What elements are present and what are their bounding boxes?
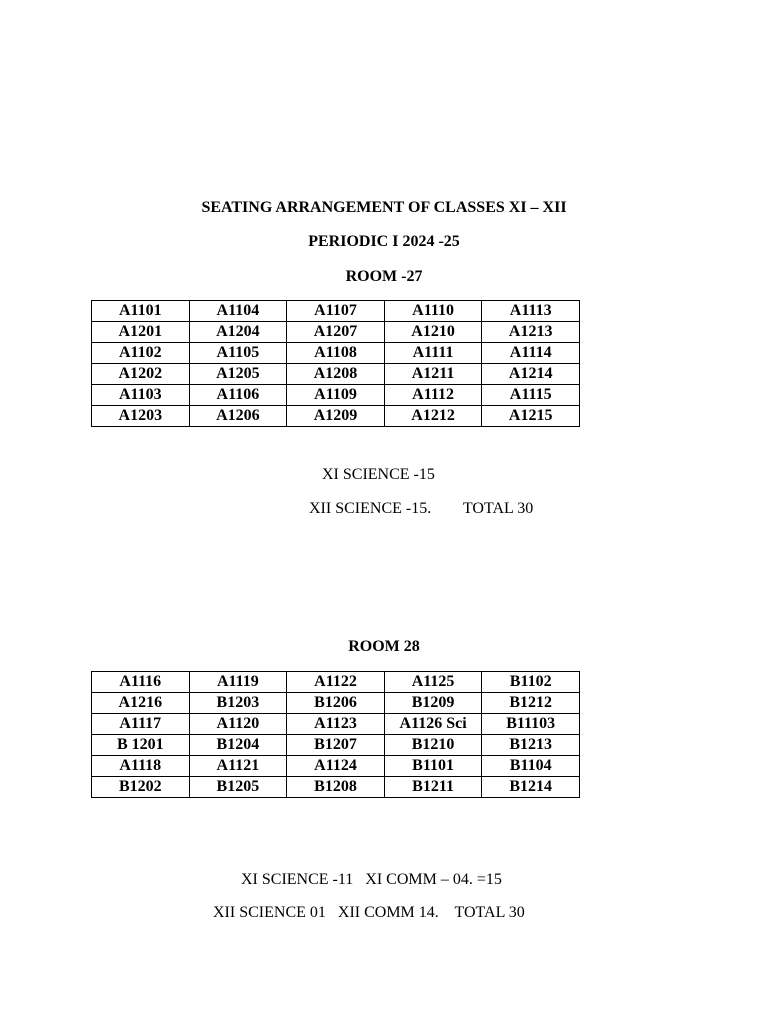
seat-cell: A1207: [287, 322, 385, 343]
seat-cell: B1210: [384, 735, 482, 756]
seat-cell: A1123: [287, 714, 385, 735]
seat-cell: B11103: [482, 714, 580, 735]
table-row: [92, 735, 580, 756]
table-row: [92, 301, 580, 322]
seat-cell: B1212: [482, 693, 580, 714]
seat-cell: A1101: [92, 301, 190, 322]
seat-cell: A1109: [287, 385, 385, 406]
seat-cell: A1215: [482, 406, 580, 427]
table-row: [92, 406, 580, 427]
seat-cell: B1214: [482, 777, 580, 798]
seat-cell: A1212: [384, 406, 482, 427]
table-row: [92, 777, 580, 798]
seat-cell: A1214: [482, 364, 580, 385]
seat-cell: A1119: [189, 672, 287, 693]
seat-cell: A1126 Sci: [384, 714, 482, 735]
seat-cell: A1118: [92, 756, 190, 777]
seat-cell: A1117: [92, 714, 190, 735]
table-row: [92, 714, 580, 735]
seat-cell: B1204: [189, 735, 287, 756]
seat-cell: A1111: [384, 343, 482, 364]
seat-cell: A1124: [287, 756, 385, 777]
table-row: [92, 672, 580, 693]
seat-cell: A1104: [189, 301, 287, 322]
seat-cell: B 1201: [92, 735, 190, 756]
seat-cell: B1213: [482, 735, 580, 756]
seat-cell: A1107: [287, 301, 385, 322]
seat-cell: A1216: [92, 693, 190, 714]
seat-cell: A1213: [482, 322, 580, 343]
room-27-summary-line-1: XI SCIENCE -15: [322, 466, 435, 483]
table-row: [92, 322, 580, 343]
seat-cell: A1108: [287, 343, 385, 364]
seat-cell: A1205: [189, 364, 287, 385]
seat-cell: B1104: [482, 756, 580, 777]
seat-cell: B1102: [482, 672, 580, 693]
seat-cell: A1121: [189, 756, 287, 777]
room-28-summary-line-2: XII SCIENCE 01 XII COMM 14. TOTAL 30: [213, 904, 525, 921]
seat-cell: A1116: [92, 672, 190, 693]
seat-cell: A1112: [384, 385, 482, 406]
seat-cell: B1202: [92, 777, 190, 798]
room-28-seating-table: [91, 671, 580, 798]
document-subtitle: PERIODIC I 2024 -25: [308, 233, 460, 250]
seat-cell: B1208: [287, 777, 385, 798]
seat-cell: A1209: [287, 406, 385, 427]
seat-cell: A1110: [384, 301, 482, 322]
table-row: [92, 385, 580, 406]
seat-cell: A1202: [92, 364, 190, 385]
room-27-heading: ROOM -27: [345, 268, 423, 285]
seat-cell: A1125: [384, 672, 482, 693]
seat-cell: B1205: [189, 777, 287, 798]
seat-cell: A1203: [92, 406, 190, 427]
seat-cell: B1101: [384, 756, 482, 777]
seat-cell: A1103: [92, 385, 190, 406]
seat-cell: B1211: [384, 777, 482, 798]
seat-cell: A1114: [482, 343, 580, 364]
seat-cell: A1208: [287, 364, 385, 385]
table-row: [92, 756, 580, 777]
seat-cell: A1105: [189, 343, 287, 364]
seat-cell: A1102: [92, 343, 190, 364]
seat-cell: A1201: [92, 322, 190, 343]
seat-cell: A1206: [189, 406, 287, 427]
seat-cell: B1207: [287, 735, 385, 756]
seat-cell: A1113: [482, 301, 580, 322]
room-27-summary-line-2: XII SCIENCE -15. TOTAL 30: [309, 500, 534, 517]
room-28-summary-line-1: XI SCIENCE -11 XI COMM – 04. =15: [241, 871, 502, 888]
seat-cell: B1206: [287, 693, 385, 714]
seat-cell: B1209: [384, 693, 482, 714]
seat-cell: A1122: [287, 672, 385, 693]
seat-cell: A1210: [384, 322, 482, 343]
seat-cell: A1120: [189, 714, 287, 735]
seat-cell: A1115: [482, 385, 580, 406]
document-title: SEATING ARRANGEMENT OF CLASSES XI – XII: [201, 199, 567, 216]
seat-cell: A1106: [189, 385, 287, 406]
table-row: [92, 343, 580, 364]
room-28-heading: ROOM 28: [348, 638, 420, 655]
seat-cell: A1211: [384, 364, 482, 385]
table-row: [92, 364, 580, 385]
seat-cell: B1203: [189, 693, 287, 714]
room-27-seating-table: [91, 300, 580, 427]
table-row: [92, 693, 580, 714]
seat-cell: A1204: [189, 322, 287, 343]
